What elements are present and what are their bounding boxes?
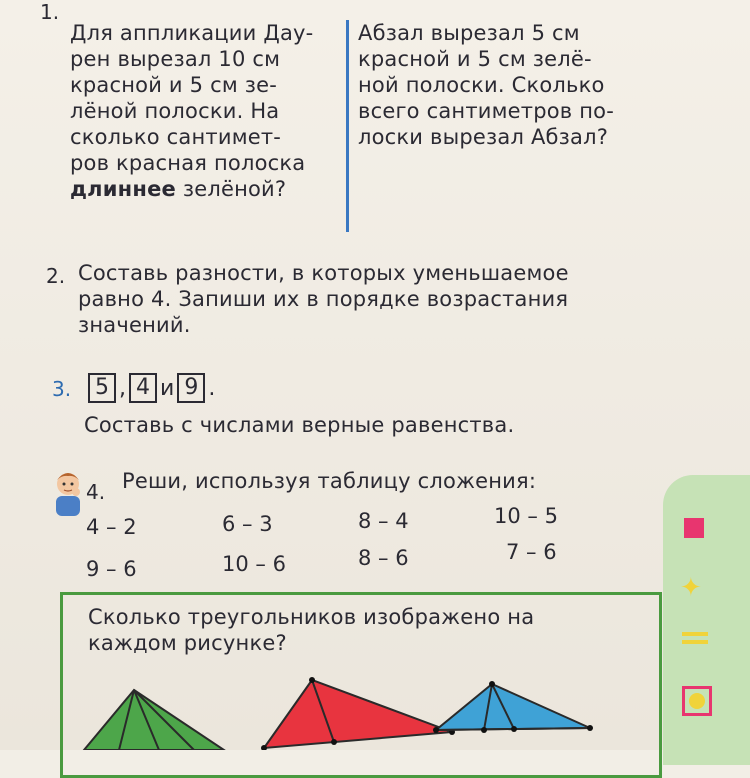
task1-bold-word: длиннее <box>70 177 176 201</box>
expression: 7 – 6 <box>506 540 557 564</box>
task2-line: равно 4. Запиши их в порядке возрастания <box>78 287 569 311</box>
triangle-figures <box>64 670 652 750</box>
pink-square-icon <box>684 518 704 538</box>
task1-left-line: Для аппликации Дау- <box>70 21 314 45</box>
bonus-line: Сколько треугольников изображено на <box>88 605 535 629</box>
task1-left-line: лёной полоски. На <box>70 99 280 123</box>
task2-line: значений. <box>78 313 191 337</box>
equals-icon <box>682 632 708 644</box>
task1-right-line: всего сантиметров по- <box>358 99 615 123</box>
task1-right-line: ной полоски. Сколько <box>358 73 605 97</box>
task1-number: 1. <box>40 0 60 24</box>
boy-thinking-icon <box>50 470 86 518</box>
task3-numbers <box>88 373 215 403</box>
task3-text: Составь с числами верные равенства. <box>84 413 515 437</box>
task1-left-line: сколько сантимет- <box>70 125 282 149</box>
task2-number: 2. <box>46 264 66 288</box>
star-icon: ✦ <box>680 573 702 603</box>
red-triangle-figure <box>264 680 452 748</box>
expression: 6 – 3 <box>222 512 273 536</box>
task1-right-line: Абзал вырезал 5 см <box>358 21 580 45</box>
target-square-icon <box>682 686 712 716</box>
task4-heading: Реши, используя таблицу сложения: <box>122 469 537 493</box>
bonus-line: каждом рисунке? <box>88 631 287 655</box>
task4-number: 4. <box>86 480 106 504</box>
task1-left-line: красной и 5 см зе- <box>70 73 278 97</box>
number-box-4: 4 <box>129 373 157 403</box>
task1-right-line: красной и 5 см зелё- <box>358 47 592 71</box>
margin-tab <box>663 475 750 765</box>
expression: 8 – 6 <box>358 546 409 570</box>
expression: 10 – 6 <box>222 552 286 576</box>
task1-left-text <box>70 20 340 202</box>
and-word: и <box>160 375 175 401</box>
expression: 4 – 2 <box>86 515 137 539</box>
blue-triangle-figure <box>436 684 590 730</box>
number-box-5: 5 <box>88 373 116 403</box>
task1-left-line: рен вырезал 10 см <box>70 47 281 71</box>
expression: 9 – 6 <box>86 557 137 581</box>
expression: 8 – 4 <box>358 509 409 533</box>
task1-left-line: ров красная полоска <box>70 151 306 175</box>
number-box-9: 9 <box>177 373 205 403</box>
column-divider <box>346 20 349 232</box>
bonus-task-text <box>88 604 648 656</box>
task1-right-text <box>358 20 638 150</box>
task2-line: Составь разности, в которых уменьшаемое <box>78 261 569 285</box>
task3-number: 3. <box>52 377 72 401</box>
expression: 10 – 5 <box>494 504 558 528</box>
task1-left-last-rest: зелёной? <box>175 177 287 201</box>
task2-text <box>78 260 658 338</box>
period: . <box>208 375 216 401</box>
comma: , <box>119 375 126 401</box>
green-triangle-figure <box>84 690 224 750</box>
task1-right-line: лоски вырезал Абзал? <box>358 125 609 149</box>
task1-left-last-line <box>70 176 340 202</box>
